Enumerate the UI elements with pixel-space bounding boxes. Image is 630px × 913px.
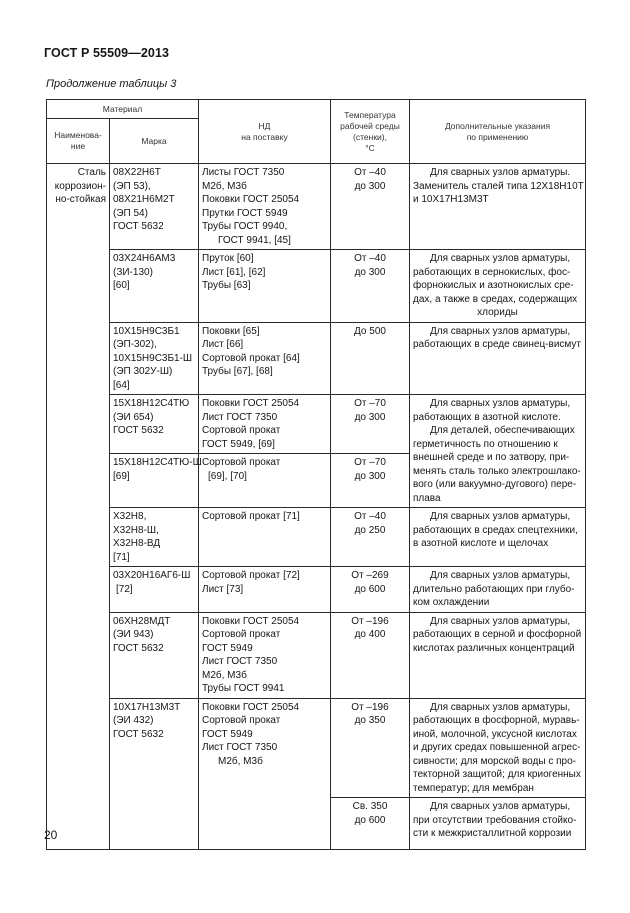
header-grade: Марка xyxy=(110,119,199,164)
grade-cell: 03Х20Н16АГ6-Ш [72] xyxy=(110,567,199,613)
note-cell: Для сварных узлов арматуры, работающих в азотной кислоте. Для деталей, обеспечивающих герметичность по отношению к внешней среде и по затвору, при- менять сталь только электрошлако- вого (или вакуумно-дугового) пере- плава xyxy=(410,395,586,508)
temperature-cell: До 500 xyxy=(331,322,410,395)
header-nd: НД на поставку xyxy=(199,100,331,164)
header-name: Наименова- ние xyxy=(47,119,110,164)
page-number: 20 xyxy=(44,828,58,842)
nd-cell: Поковки ГОСТ 25054 Сортовой прокат ГОСТ 5949 Лист ГОСТ 7350 М2б, М3б Трубы ГОСТ 9941 xyxy=(199,612,331,698)
note-cell: Для сварных узлов арматуры, длительно работающих при глубо- ком охлаждении xyxy=(410,567,586,613)
grade-cell: 03Х24Н6АМ3 (ЗИ-130) [60] xyxy=(110,250,199,323)
table-row xyxy=(47,612,586,698)
table-caption: Продолжение таблицы 3 xyxy=(46,78,177,90)
note-cell: Для сварных узлов арматуры. Заменитель сталей типа 12Х18Н10Т и 10Х17Н13М3Т xyxy=(410,164,586,250)
nd-cell: Пруток [60] Лист [61], [62] Трубы [63] xyxy=(199,250,331,323)
nd-cell: Поковки ГОСТ 25054 Лист ГОСТ 7350 Сортовой прокат ГОСТ 5949, [69] xyxy=(199,395,331,454)
temperature-cell: От –40 до 300 xyxy=(331,164,410,250)
standard-title: ГОСТ Р 55509—2013 xyxy=(44,46,170,60)
temperature-cell: От –70 до 300 xyxy=(331,454,410,508)
table-row xyxy=(47,508,586,567)
material-name-cell: Сталь коррозион- но-стойкая xyxy=(47,164,110,850)
grade-cell: 08Х22Н6Т (ЭП 53), 08Х21Н6М2Т (ЭП 54) ГОСТ 5632 xyxy=(110,164,199,250)
note-cell: Для сварных узлов арматуры, работающих в фосфорной, муравь- иной, молочной, уксусной кислотах и других средах повышенной агрес- сивности; для морской воды с про- текторной защитой; для криогенных температур; для мембран xyxy=(410,698,586,798)
materials-table xyxy=(46,99,586,850)
temperature-cell: От –196 до 400 xyxy=(331,612,410,698)
temperature-cell: Св. 350 до 600 xyxy=(331,798,410,850)
table-row xyxy=(47,250,586,323)
temperature-cell: От –40 до 250 xyxy=(331,508,410,567)
temperature-cell: От –40 до 300 xyxy=(331,250,410,323)
nd-cell: Листы ГОСТ 7350 М2б, М3б Поковки ГОСТ 25054 Прутки ГОСТ 5949 Трубы ГОСТ 9940, ГОСТ 9941, [45] xyxy=(199,164,331,250)
table-row xyxy=(47,322,586,395)
table-row xyxy=(47,164,586,250)
temperature-cell: От –269 до 600 xyxy=(331,567,410,613)
temperature-cell: От –196 до 350 xyxy=(331,698,410,798)
nd-cell: Поковки [65] Лист [66] Сортовой прокат [64] Трубы [67], [68] xyxy=(199,322,331,395)
grade-cell: 10Х17Н13М3Т (ЭИ 432) ГОСТ 5632 xyxy=(110,698,199,850)
grade-cell: 10Х15Н9С3Б1 (ЭП-302), 10Х15Н9С3Б1-Ш (ЭП 302У-Ш) [64] xyxy=(110,322,199,395)
header-material: Материал xyxy=(47,100,199,119)
header-notes: Дополнительные указания по применению xyxy=(410,100,586,164)
note-cell: Для сварных узлов арматуры, работающих в среде свинец-висмут xyxy=(410,322,586,395)
grade-cell: 06ХН28МДТ (ЭИ 943) ГОСТ 5632 xyxy=(110,612,199,698)
note-cell: Для сварных узлов арматуры, работающих в серной и фосфорной кислотах различных концентраций xyxy=(410,612,586,698)
note-cell: Для сварных узлов арматуры, работающих в средах спецтехники, в азотной кислоте и щелочах xyxy=(410,508,586,567)
note-cell: Для сварных узлов арматуры, при отсутствии требования стойко- сти к межкристаллитной коррозии xyxy=(410,798,586,850)
grade-cell: 15Х18Н12С4ТЮ (ЭИ 654) ГОСТ 5632 xyxy=(110,395,199,454)
nd-cell: Сортовой прокат [71] xyxy=(199,508,331,567)
nd-cell: Сортовой прокат [72] Лист [73] xyxy=(199,567,331,613)
nd-cell: Сортовой прокат [69], [70] xyxy=(199,454,331,508)
table-row xyxy=(47,698,586,798)
grade-cell: Х32Н8, Х32Н8-Ш, Х32Н8-ВД [71] xyxy=(110,508,199,567)
table-row xyxy=(47,567,586,613)
nd-cell: Поковки ГОСТ 25054 Сортовой прокат ГОСТ 5949 Лист ГОСТ 7350 М2б, М3б xyxy=(199,698,331,850)
header-temperature: Температура рабочей среды (стенки), °С xyxy=(331,100,410,164)
temperature-cell: От –70 до 300 xyxy=(331,395,410,454)
grade-cell: 15Х18Н12С4ТЮ-Ш [69] xyxy=(110,454,199,508)
table-row xyxy=(47,395,586,454)
note-cell: Для сварных узлов арматуры, работающих в сернокислых, фос- форнокислых и азотнокислых сре- дах, а также в средах, содержащих хлориды xyxy=(410,250,586,323)
